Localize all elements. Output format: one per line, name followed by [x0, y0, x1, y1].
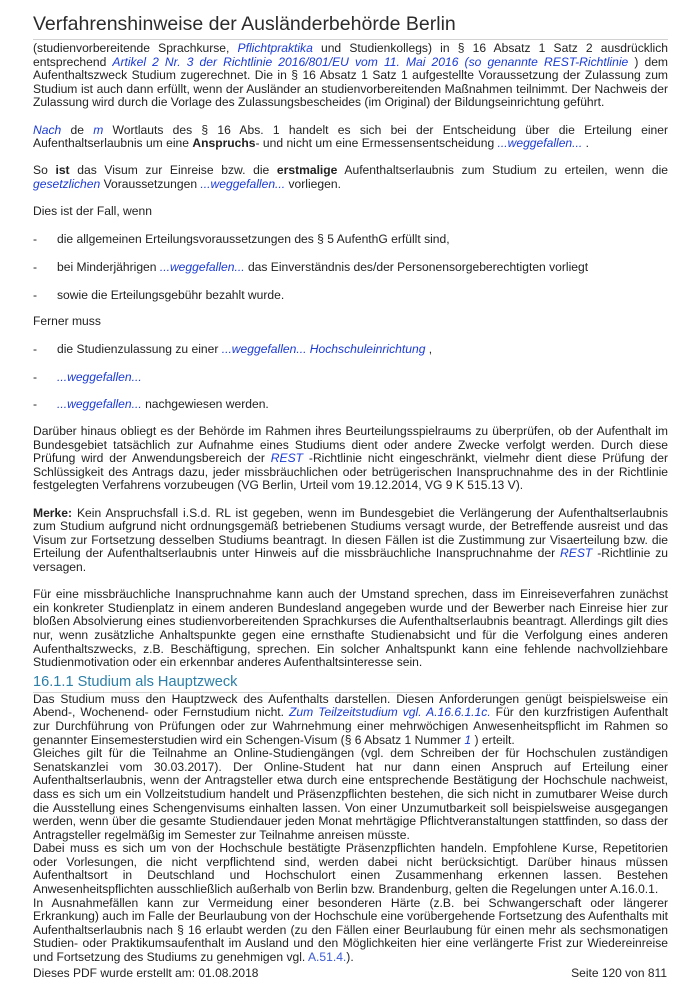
link-weggefallen[interactable]: ...weggefallen... [57, 397, 142, 412]
document-body [33, 42, 668, 965]
paragraph-pruefung: Darüber hinaus obliegt es der Behörde im Rahmen ihres Beurteilungsspielraums zu überprüfen, ob der Aufenthalt im Bundesgebiet tatsächlich zur Aufnahme eines Studiums dient oder andere Zwecke verfolgt werden. Durch diese Prüfung wird der Anwendungsbereich der REST -Richtlinie nicht eingeschränkt, vielmehr dient diese Prüfung der Schlüssigkeit des Antrags dazu, jeder missbräuchlichen oder betrügerischen Inanspruchnahme des in der Richtlinie festgelegten Verfahrens vorzubeugen (VG Berlin, Urteil vom 19.12.2014, VG 9 K 515.13 V). [33, 424, 668, 493]
link-rest-richtlinie-article[interactable]: Artikel 2 Nr. 3 der Richtlinie 2016/801/EU vom 11. Mai 2016 (so genannte REST-Richtlinie [112, 54, 629, 69]
paragraph-ferner: Ferner muss [33, 314, 101, 329]
link-pflichtpraktika[interactable]: Pflichtpraktika [237, 41, 313, 55]
list-dash: - [33, 259, 38, 274]
section-heading: 16.1.1 Studium als Hauptzweck [33, 673, 668, 693]
link-teilzeitstudium[interactable]: Zum Teilzeitstudium vgl. A.16.6.1.1c. [289, 705, 491, 720]
paragraph-fall: Dies ist der Fall, wenn [33, 204, 152, 219]
paragraph-online: Gleiches gilt für die Teilnahme an Online-Studiengängen (vgl. dem Schreiben der für Hochschulen zuständigen Senatskanzlei vom 30.03.2017). Der Online-Student hat nur dann einen Anspruch auf Erteilung einer Aufenthaltserlaubnis, wenn der Antragsteller etwa durch eine entsprechende Bestätigung der Hochschule nachweist, dass es sich um ein Vollzeitstudium handelt und Präsenzpflichten bestehen, die sich nicht in zumutbarer Weise durch die Ausstellung eines Schengenvisums einhalten lassen. Von einer Unzumutbarkeit soll beispielsweise ausgegangen werden, wenn über die gesamte Studiendauer jeden Monat mehrtägige Pflichtveranstaltungen stattfinden, so dass der Antragsteller regelmäßig im Semester zur Teilnahme anreisen müsste. [33, 746, 668, 842]
paragraph-praesenz: Dabei muss es sich um von der Hochschule bestätigte Präsenzpflichten handeln. Empfohlene Kurse, Repetitorien oder Vorlesungen, die nicht verpflichtend sind, werden dabei nicht berücksichtigt. Darüber hinaus müssen Aufenthaltsort in Deutschland und Hochschulort einen Zusammenhang erkennen lassen. Bestehen Anwesenheitspflichten ausschließlich außerhalb von Berlin bzw. Brandenburg, gelten die Regelungen unter A.16.0.1. [33, 841, 668, 897]
paragraph-ausnahme: In Ausnahmefällen kann zur Vermeidung einer besonderen Härte (z.B. bei Schwangerschaft oder längerer Erkrankung) auch im Falle der Beurlaubung von der Hochschule eine vorübergehende Fortsetzung des Aufenthalts mit Aufenthaltserlaubnis nach § 16 erlaubt werden (zu den Fällen einer Beurlaubung für einen mehr als sechsmonatigen Studien- oder Praktikumsaufenthalt im Ausland und den Möglichkeiten hier eine verlängerte Frist zur Wiedereinreise und Fortsetzung des Studiums zu genehmigen vgl. A.51.4.). [33, 895, 668, 965]
link-nummer-1[interactable]: 1 [464, 732, 472, 747]
list-item: - ...weggefallen... nachgewiesen werden. [33, 397, 269, 412]
list-item: - die allgemeinen Erteilungsvoraussetzungen des § 5 AufenthG erfüllt sind, [33, 232, 450, 247]
paragraph-anspruch: Nach de m Wortlauts des § 16 Abs. 1 handelt es sich bei der Entscheidung über die Erteilung einer Aufenthaltserlaubnis um eine Anspruchs- und nicht um eine Ermessensentscheidung ...weggefallen... . [33, 122, 668, 151]
list-item: - die Studienzulassung zu einer ...weggefallen... Hochschuleinrichtung , [33, 342, 433, 357]
footer-page-number: Seite 120 von 811 [571, 966, 667, 980]
list-dash: - [33, 232, 38, 247]
link-rest[interactable]: REST [270, 451, 304, 466]
link-weggefallen[interactable]: ...weggefallen... [159, 259, 245, 274]
paragraph-hauptzweck: Das Studium muss den Hauptzweck des Aufenthalts darstellen. Diesen Anforderungen genügt beispielsweise ein Abend-, Wochenend- oder Fernstudium nicht. Zum Teilzeitstudium vgl. A.16.6.1.1c. Für den kurzfristigen Aufenthalt zur Durchführung von Prüfungen oder zur Wahrnehmung einer mehrwöchigen Anwesenheitspflicht im Rahmen so genannter Einsemesterstudien wird ein Schengen-Visum (§ 6 Absatz 1 Nummer 1 ) erteilt. [33, 691, 668, 747]
list-item [33, 370, 668, 384]
paragraph-missbrauch: Für eine missbräuchliche Inanspruchnahme kann auch der Umstand sprechen, dass im Einreiseverfahren zunächst ein konkreter Studienplatz in einem anderen Bundesland angegeben wurde und der Bewerber nach Einreise hier zur bloßen Absolvierung eines studienvorbereitenden Sprachkurses die Aufenthaltserlaubnis beantragt. Allerdings gilt dies nur, wenn zusätzliche Anhaltspunkte gegen eine ernsthafte Studienabsicht und für die Verfolgung eines anderen Aufenthaltszwecks, z.B. Beschäftigung, sprechen. Ein solcher Anhaltspunkt kann eine fehlende nachvollziehbare Studienmotivation oder ein erkennbar anderes Aufenthaltsinteresse sein. [33, 587, 668, 670]
list-dash: - [33, 287, 38, 302]
list-item: - bei Minderjährigen ...weggefallen... das Einverständnis des/der Personensorgeberechtigten vorliegt [33, 259, 589, 274]
paragraph-intro: (studienvorbereitende Sprachkurse, Pflichtpraktika und Studienkollegs) in § 16 Absatz 1 Satz 2 ausdrücklich entsprechend Artikel 2 Nr. 3 der Richtlinie 2016/801/EU vom 11. Mai 2016 (so genannte REST-Richtlinie ) dem Aufenthaltszweck Studium zugerechnet. Die in § 16 Absatz 1 Satz 1 aufgestellte Voraussetzung der Zulassung zum Studium ist auch dann erfüllt, wenn der Ausländer an studienvorbereitenden Maßnahmen teilnimmt. Der Nachweis der Zulassung wird durch die Vorlage des Zulassungsbescheides (im Original) der Bildungseinrichtung geführt. [33, 41, 669, 110]
paragraph-merke: Merke: Kein Anspruchsfall i.S.d. RL ist gegeben, wenn im Bundesgebiet die Verlängerung der Aufenthaltserlaubnis zum Studium aufgrund nicht ordnungsgemäß betriebenen Studiums versagt wurde, der Betreffende ausreist und das Visum zur Fortsetzung desselben Studiums beantragt. In diesen Fällen ist die Zustimmung zur Visaerteilung bzw. die Erteilung der Aufenthaltserlaubnis unter Hinweis auf die missbräuchliche Inanspruchnahme der REST -Richtlinie zu versagen. [33, 505, 668, 574]
footer-created-date: Dieses PDF wurde erstellt am: 01.08.2018 [33, 966, 259, 980]
link-rest[interactable]: REST [560, 546, 593, 561]
list-dash: - [33, 342, 38, 357]
page-title: Verfahrenshinweise der Ausländerbehörde Berlin [33, 11, 668, 40]
link-weggefallen[interactable]: ...weggefallen... [57, 369, 142, 384]
link-a-51-4[interactable]: A.51.4. [307, 950, 347, 965]
link-nach[interactable]: Nach [33, 122, 62, 137]
list-dash: - [33, 369, 38, 384]
list-dash: - [33, 397, 38, 412]
link-gesetzlichen[interactable]: gesetzlichen [33, 176, 101, 191]
link-m[interactable]: m [93, 122, 104, 137]
link-hochschuleinrichtung[interactable]: ...weggefallen... Hochschuleinrichtung [221, 342, 426, 357]
paragraph-visum: So ist das Visum zur Einreise bzw. die erstmalige Aufenthaltserlaubnis zum Studium zu erteilen, wenn die gesetzlichen Voraussetzungen ...weggefallen... vorliegen. [33, 163, 668, 191]
list-item: - sowie die Erteilungsgebühr bezahlt wurde. [33, 287, 285, 302]
link-weggefallen[interactable]: ...weggefallen... [497, 136, 583, 151]
link-weggefallen[interactable]: ...weggefallen... [200, 176, 286, 191]
